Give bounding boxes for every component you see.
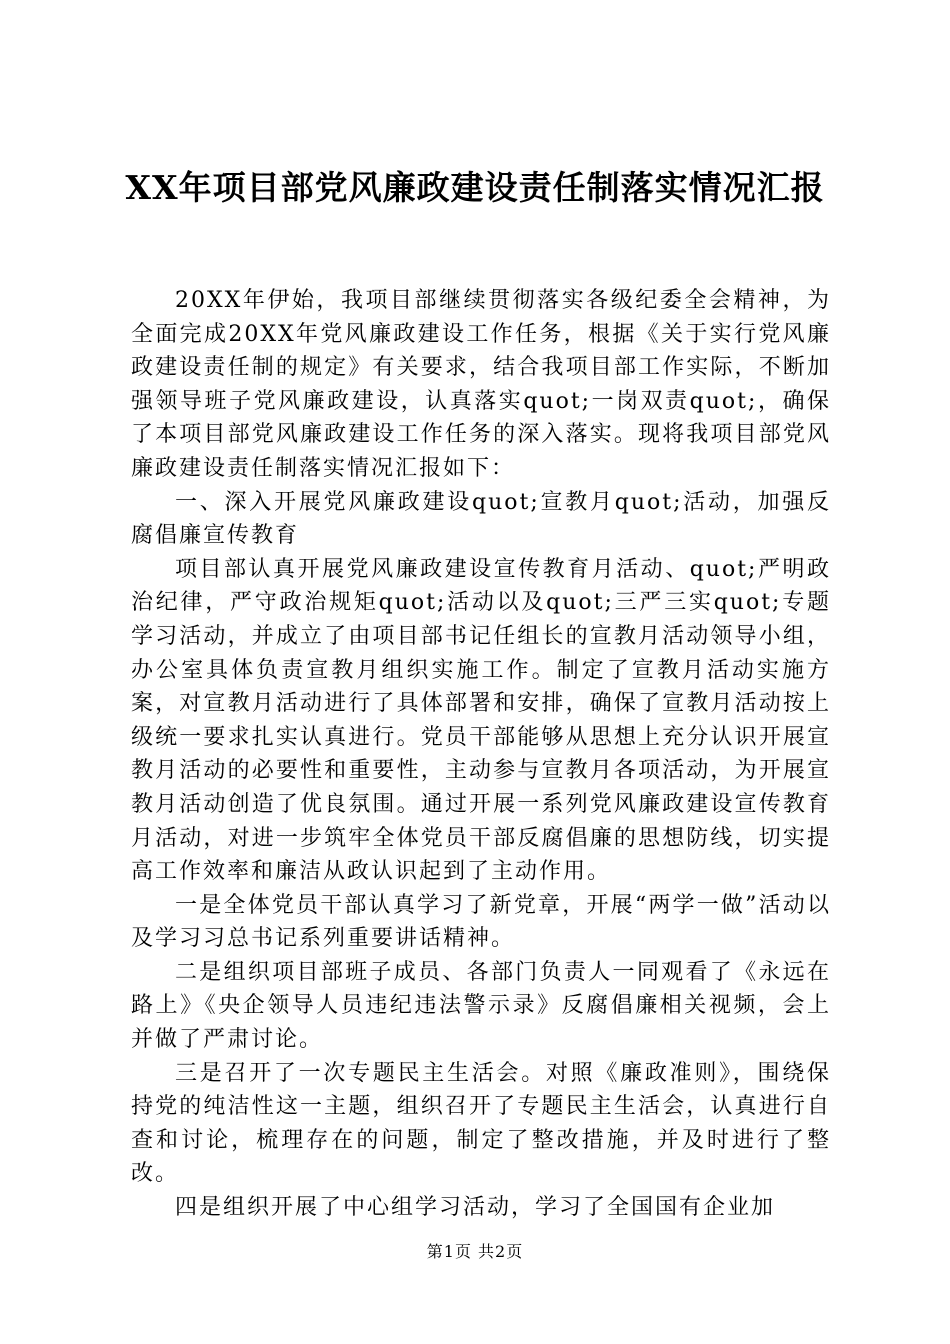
paragraph-item-1: 一是全体党员干部认真学习了新党章，开展“两学一做”活动以及学习习总书记系列重要讲话精神。 (131, 892, 831, 952)
paragraph-item-4: 四是组织开展了中心组学习活动，学习了全国国有企业加 (175, 1195, 776, 1221)
page-number-footer: 第1页 共2页 (426, 1242, 524, 1261)
paragraph-education-month: 项目部认真开展党风廉政建设宣传教育月活动、quot;严明政治纪律，严守政治规矩quot;活动以及quot;三严三实quot;专题学习活动，并成立了由项目部书记任组长的宣教月活动领导小组，办公室具体负责宣教月组织实施工作。制定了宣教月活动实施方案，对宣教月活动进行了具体部署和安排，确保了宣教月活动按上级统一要求扎实认真进行。党员干部能够从思想上充分认识开展宣教月活动的必要性和重要性，主动参与宣教月各项活动，为开展宣教月活动创造了优良氛围。通过开展一系列党风廉政建设宣传教育月活动，对进一步筑牢全体党员干部反腐倡廉的思想防线，切实提高工作效率和廉洁从政认识起到了主动作用。 (131, 556, 831, 885)
document-body (131, 284, 831, 1225)
paragraph-item-2: 二是组织项目部班子成员、各部门负责人一同观看了《永远在路上》《央企领导人员违纪违法警示录》反腐倡廉相关视频，会上并做了严肃讨论。 (131, 959, 831, 1053)
section-heading-1: 一、深入开展党风廉政建设quot;宣教月quot;活动，加强反腐倡廉宣传教育 (131, 489, 831, 549)
document-title: XX年项目部党风廉政建设责任制落实情况汇报 (125, 168, 825, 207)
paragraph-item-3: 三是召开了一次专题民主生活会。对照《廉政准则》，围绕保持党的纯洁性这一主题，组织召开了专题民主生活会，认真进行自查和讨论，梳理存在的问题，制定了整改措施，并及时进行了整改。 (131, 1060, 831, 1187)
paragraph-intro: 20XX年伊始，我项目部继续贯彻落实各级纪委全会精神，为全面完成20XX年党风廉政建设工作任务，根据《关于实行党风廉政建设责任制的规定》有关要求，结合我项目部工作实际，不断加强领导班子党风廉政建设，认真落实quot;一岗双责quot;，确保了本项目部党风廉政建设工作任务的深入落实。现将我项目部党风廉政建设责任制落实情况汇报如下： (131, 288, 831, 481)
